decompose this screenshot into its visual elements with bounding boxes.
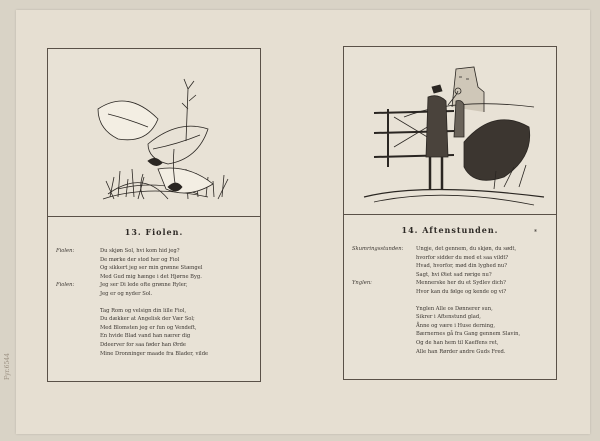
poem-line: Hvor kan du følge og kende og vi?	[416, 288, 507, 295]
violet-poem-panel	[47, 216, 261, 382]
violet-poem-lines	[56, 247, 254, 358]
evening-poem-lines	[352, 245, 550, 356]
poem-line: Sikrer i Aftenstund glad,	[416, 314, 481, 321]
poem-line: Ynglen: Mennerske her du et Sydlev dich?	[352, 280, 506, 287]
poem-line: Alle han Rørder andre Guds Fred.	[416, 348, 506, 355]
poem-line: Hvad, hvorfor, mød din lyghed nu?	[416, 263, 508, 270]
poem-line: Ddeerver for saa føder han Ørde	[100, 341, 187, 348]
title-ornament: *	[534, 229, 537, 236]
poem-line: En hvide Blad vand han nærer dig	[100, 333, 191, 340]
violet-illustration	[47, 48, 261, 218]
poem-line: Tag Rom og velsign din lille Fiol,	[100, 307, 187, 314]
catalog-number: Fyr.6544	[4, 353, 11, 380]
poem-line: hvorfor sidder du med et saa vildt?	[416, 254, 509, 261]
poem-line: Fiolen: Du skjøn Sol, hvi kom hid jeg?	[56, 248, 180, 254]
poem-line: Ynglen Alle os Dønnerer sun,	[416, 305, 493, 312]
poem-line: Bærnernes gå fra Gang gennem Slavin,	[416, 331, 521, 338]
evening-illustration	[343, 46, 557, 216]
poem-line: Med Gud mig hænge i det Hjørne Byg.	[100, 273, 202, 280]
poem-line: Sagt, hvi Øiet sad rørige nu?	[416, 271, 492, 278]
poem-line: De mørke der stod her og Fiol	[100, 256, 180, 263]
violet-poem-title: 13. Fiolen.	[124, 227, 184, 237]
poem-line: Fiolen: Jeg ser Di lede ofte grønne Ryler,	[56, 282, 188, 289]
poem-line: Du dækker at Angelisk der Vær Sol;	[100, 316, 195, 323]
evening-poem-title: 14. Aftenstunden.	[401, 225, 499, 235]
poem-line: Og de han hem til Kaeffens ret,	[416, 339, 499, 346]
poem-line: Ånne og være i Huse derning,	[416, 322, 495, 329]
poem-line: Mine Dronninger maade fra Blader, vilde	[100, 350, 209, 357]
poem-line: Med Blomsten jeg er fun og Vendeft,	[100, 324, 197, 331]
poem-line: Jeg er og nyder Sol.	[100, 290, 153, 297]
evening-poem-panel	[343, 214, 557, 380]
poem-line: Og sikkert jeg ser min grønne Stængel	[100, 265, 203, 272]
poem-line: Skumringsstunden: Ungje, det gennem, du skjøn, du sødt,	[352, 246, 517, 252]
